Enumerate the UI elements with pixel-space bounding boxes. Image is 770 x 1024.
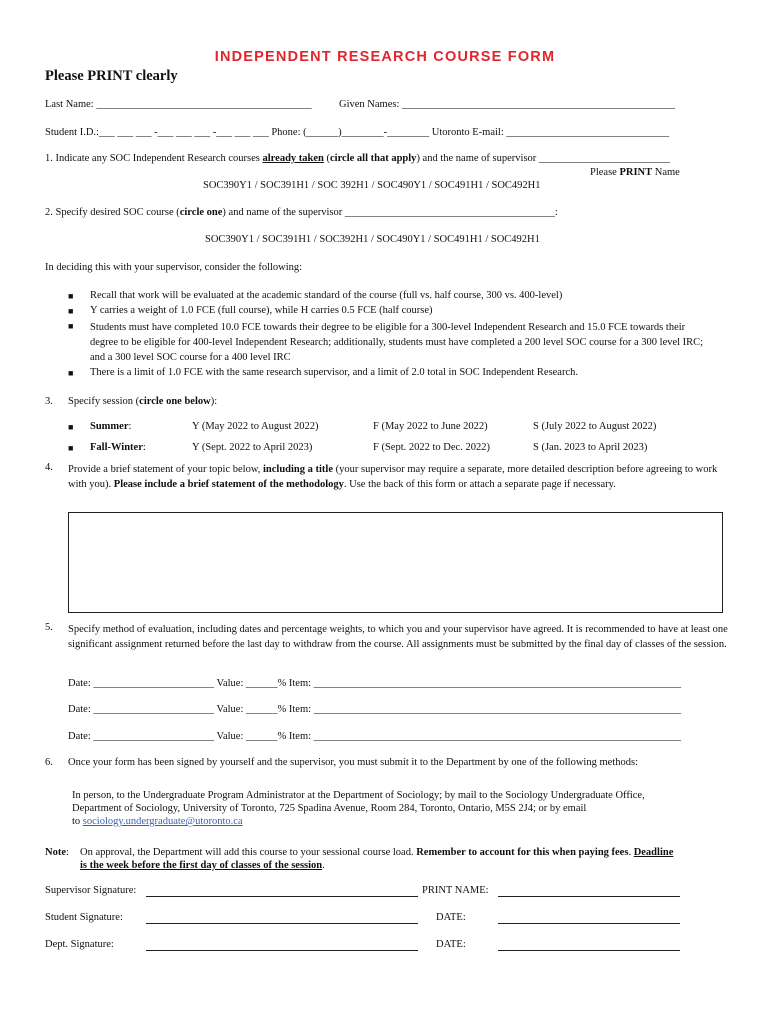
question-6: Once your form has been signed by yourself and the supervisor, you must submit it to the Department by one of the following methods:	[68, 757, 638, 768]
supervisor-signature-line[interactable]	[146, 896, 418, 897]
q1-course-options[interactable]: SOC390Y1 / SOC391H1 / SOC 392H1 / SOC490Y1 / SOC491H1 / SOC492H1	[203, 180, 541, 191]
bullet-icon: ■	[68, 443, 74, 453]
print-clearly-heading: Please PRINT clearly	[45, 68, 178, 84]
fall-winter-label: Fall-Winter:	[90, 442, 146, 453]
print-name-hint: Please PRINT Name	[590, 167, 680, 178]
bullet-icon: ■	[68, 321, 74, 331]
bullet-icon: ■	[68, 306, 74, 316]
given-names-field[interactable]: Given Names: ____________________________________________________	[339, 99, 675, 110]
topic-statement-box[interactable]	[68, 512, 723, 613]
question-2: 2. Specify desired SOC course (circle one) and name of the supervisor ________________________________________:	[45, 207, 558, 218]
student-signature-line[interactable]	[146, 923, 418, 924]
winter-option-s[interactable]: S (Jan. 2023 to April 2023)	[533, 442, 648, 453]
dept-date-label: DATE:	[436, 939, 466, 950]
question-3-number: 3.	[45, 396, 53, 407]
consider-intro: In deciding this with your supervisor, consider the following:	[45, 262, 303, 273]
form-title: INDEPENDENT RESEARCH COURSE FORM	[214, 49, 556, 65]
student-id-phone-email-row[interactable]: Student I.D.:___ ___ ___ -___ ___ ___ -___ ___ ___ Phone: (______)________-________ Utoronto E-mail: _______________________________	[45, 127, 670, 138]
last-name-field[interactable]: Last Name: _________________________________________	[45, 99, 312, 110]
student-date-line[interactable]	[498, 923, 680, 924]
supervisor-signature-label: Supervisor Signature:	[45, 885, 137, 896]
question-6-number: 6.	[45, 757, 53, 768]
note-text-line-1: On approval, the Department will add this course to your sessional course load. Remember to account for this when paying fees. Deadline	[80, 847, 674, 858]
evaluation-row[interactable]: Date: _______________________ Value: ______% Item: ______________________________________________________________________	[68, 731, 682, 742]
question-4: Provide a brief statement of your topic below, including a title (your supervisor may require a separate, more detailed description before agreeing to work with you). Please include a brief statement of the methodology. Use the back of this form or attach a separate page if necessary.	[68, 464, 718, 490]
bullet-item: Students must have completed 10.0 FCE towards their degree to be eligible for a 300-level Independent Research and 15.0 FCE towards their degree to be eligible for 400-level Independent Research; additionally, students must have completed a 200 level SOC course for a 300 level IRC; and a 300 level SOC course for a 400 level IRC	[90, 322, 704, 363]
q2-course-options[interactable]: SOC390Y1 / SOC391H1 / SOC392H1 / SOC490Y1 / SOC491H1 / SOC492H1	[205, 234, 540, 245]
winter-option-y[interactable]: Y (Sept. 2022 to April 2023)	[192, 442, 313, 453]
bullet-item: Y carries a weight of 1.0 FCE (full course), while H carries 0.5 FCE (half course)	[90, 305, 433, 316]
bullet-icon: ■	[68, 368, 74, 378]
question-1: 1. Indicate any SOC Independent Research courses already taken (circle all that apply) and the name of supervisor _________________________	[45, 153, 671, 164]
evaluation-row[interactable]: Date: _______________________ Value: ______% Item: ______________________________________________________________________	[68, 704, 682, 715]
summer-option-y[interactable]: Y (May 2022 to August 2022)	[192, 421, 319, 432]
summer-option-s[interactable]: S (July 2022 to August 2022)	[533, 421, 657, 432]
bullet-item: Recall that work will be evaluated at the academic standard of the course (full vs. half course, 300 vs. 400-level)	[90, 290, 563, 301]
question-3: Specify session (circle one below):	[68, 396, 218, 407]
student-date-label: DATE:	[436, 912, 466, 923]
question-4-number: 4.	[45, 462, 53, 473]
dept-signature-label: Dept. Signature:	[45, 939, 114, 950]
note-label: Note:	[45, 847, 69, 858]
student-signature-label: Student Signature:	[45, 912, 123, 923]
note-text-line-2: is the week before the first day of classes of the session.	[80, 860, 325, 871]
email-link[interactable]: sociology.undergraduate@utoronto.ca	[82, 816, 243, 827]
bullet-item: There is a limit of 1.0 FCE with the same research supervisor, and a limit of 2.0 total in SOC Independent Research.	[90, 367, 579, 378]
dept-signature-line[interactable]	[146, 950, 418, 951]
submission-methods-line: to sociology.undergraduate@utoronto.ca	[72, 816, 243, 827]
question-5: Specify method of evaluation, including dates and percentage weights, to which you and your supervisor have agreed. It is recommended to have at least one significant assignment returned before the last day to withdraw from the course. All assignments must be submitted by the final day of classes of the session.	[68, 624, 728, 650]
submission-methods-line: Department of Sociology, University of Toronto, 725 Spadina Avenue, Room 284, Toronto, Ontario, M5S 2J4; or by email	[72, 803, 587, 814]
bullet-icon: ■	[68, 291, 74, 301]
print-name-line[interactable]	[498, 896, 680, 897]
evaluation-row[interactable]: Date: _______________________ Value: ______% Item: ______________________________________________________________________	[68, 678, 682, 689]
summer-label: Summer:	[90, 421, 132, 432]
submission-methods-line: In person, to the Undergraduate Program Administrator at the Department of Sociology; by mail to the Sociology Undergraduate Office,	[72, 790, 645, 801]
bullet-icon: ■	[68, 422, 74, 432]
summer-option-f[interactable]: F (May 2022 to June 2022)	[373, 421, 488, 432]
print-name-label: PRINT NAME:	[422, 885, 489, 896]
winter-option-f[interactable]: F (Sept. 2022 to Dec. 2022)	[373, 442, 490, 453]
question-5-number: 5.	[45, 622, 53, 633]
dept-date-line[interactable]	[498, 950, 680, 951]
